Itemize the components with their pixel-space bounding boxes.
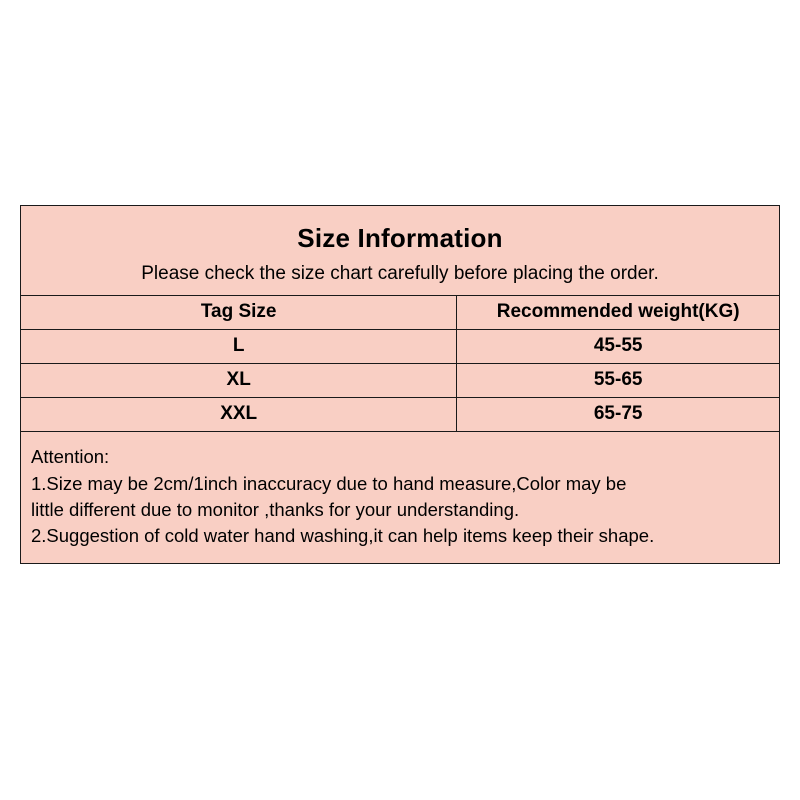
cell-tag-size: XL [21,364,457,398]
attention-line-1a: 1.Size may be 2cm/1inch inaccuracy due to hand measure,Color may be [31,472,627,494]
cell-recommended-weight: 65-75 [457,398,779,432]
cell-tag-size: L [21,330,457,364]
cell-recommended-weight: 45-55 [457,330,779,364]
column-header-tag-size: Tag Size [21,296,457,330]
attention-section [21,432,779,563]
attention-line-1b: little different due to monitor ,thanks for your understanding. [31,498,520,520]
attention-line-2: 2.Suggestion of cold water hand washing,it can help items keep their shape. [31,525,655,547]
size-information-card [20,205,780,564]
cell-recommended-weight: 55-65 [457,364,779,398]
attention-heading: Attention: [31,446,110,468]
page-title: Size Information [297,223,503,253]
table-row [21,398,779,432]
table-row [21,364,779,398]
column-header-recommended-weight: Recommended weight(KG) [457,296,779,330]
cell-tag-size: XXL [21,398,457,432]
table-header-row [21,296,779,330]
table-row [21,330,779,364]
size-chart-table [21,295,779,432]
card-subtitle: Please check the size chart carefully before placing the order. [141,262,659,284]
